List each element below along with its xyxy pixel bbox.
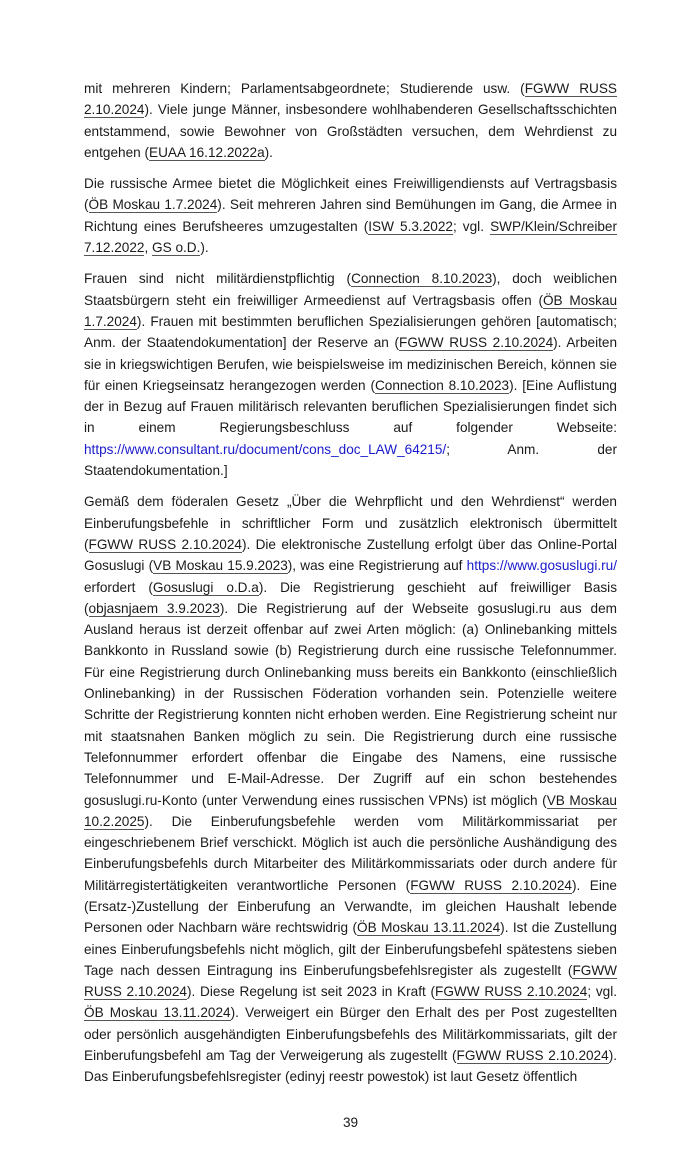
citation-link[interactable]: GS o.D. (152, 240, 201, 256)
body-text: ). Frauen mit bestimmten beruflichen Spezialisierungen gehören [automatisch; Anm. der Staatendokumentation] der Reserve an ( (84, 313, 617, 351)
citation-link[interactable]: FGWW RUSS 2.10.2024 (456, 1048, 609, 1064)
body-text: ). Die elektronische Zustellung erfolgt über das Online-Portal Gosuslugi ( (84, 536, 617, 574)
citation-link[interactable]: ÖB Moskau 1.7.2024 (84, 292, 617, 329)
citation-link[interactable]: ÖB Moskau 1.7.2024 (88, 197, 218, 213)
body-text: Die russische Armee bietet die Möglichkeit eines Freiwilligendiensts auf Vertragsbasis ( (84, 176, 617, 213)
paragraph (84, 78, 617, 163)
body-text: ). Seit mehreren Jahren sind Bemühungen im Gang, die Armee in Richtung eines Berufsheeres umzugestalten ( (84, 197, 617, 234)
document-body (84, 78, 617, 1088)
body-text: Frauen sind nicht militärdienstpflichtig ( (84, 271, 352, 287)
body-text: ), doch weiblichen Staatsbürgern steht ein freiwilliger Armeedienst auf Vertragsbasis offen ( (84, 271, 617, 308)
body-text: ). (264, 144, 273, 160)
citation-link[interactable]: Connection 8.10.2023 (351, 271, 493, 287)
body-text: ). Viele junge Männer, insbesondere wohlhabenderen Gesellschaftsschichten entstammend, sowie Bewohner von Großstädten versuchen, dem Wehrdienst zu entgehen ( (84, 102, 617, 160)
body-text: ). Arbeiten sie in kriegswichtigen Berufen, wie beispielsweise im medizinischen Bereich, können sie für einen Kriegseinsatz herangezogen werden ( (84, 335, 617, 393)
body-text: , (144, 240, 153, 256)
citation-link[interactable]: FGWW RUSS 2.10.2024 (84, 962, 617, 1000)
citation-link[interactable]: Gosuslugi o.D.a (152, 579, 259, 595)
citation-link[interactable]: VB Moskau 15.9.2023 (153, 558, 288, 574)
citation-link[interactable]: ISW 5.3.2022 (368, 218, 453, 234)
body-text: ). Das Einberufungsbefehlsregister (edinyj reestr powestok) ist laut Gesetz öffentlich (84, 1048, 617, 1085)
citation-link[interactable]: FGWW RUSS 2.10.2024 (435, 984, 588, 1000)
citation-link[interactable]: FGWW RUSS 2.10.2024 (84, 81, 617, 118)
body-text: Gemäß dem föderalen Gesetz „Über die Wehrpflicht und den Wehrdienst“ werden Einberufungsbefehle in schriftlicher Form und zusätzlich elektronisch übermittelt ( (84, 494, 617, 552)
citation-link[interactable]: Connection 8.10.2023 (374, 377, 510, 393)
body-text: ). Eine (Ersatz-)Zustellung der Einberufung an Verwandte, im gleichen Haushalt lebende Personen oder Nachbarn wäre rechtswidrig ( (84, 877, 617, 936)
citation-link[interactable]: EUAA 16.12.2022a (149, 144, 265, 160)
body-text: ). (200, 240, 209, 256)
citation-link[interactable]: VB Moskau 10.2.2025 (84, 792, 617, 829)
body-text: ). [Eine Auflistung der in Bezug auf Frauen militärisch relevanten beruflichen Spezialisierungen findet sich in einem Regierungsbeschluss auf folgender Webseite: (84, 377, 617, 436)
citation-link[interactable]: SWP/Klein/Schreiber 7.12.2022 (84, 218, 617, 256)
citation-link[interactable]: FGWW RUSS 2.10.2024 (410, 877, 572, 893)
body-text: ; vgl. (587, 984, 617, 1000)
body-text: ). Die Registrierung auf der Webseite gosuslugi.ru aus dem Ausland heraus ist derzeit offenbar auf zwei Arten möglich: (a) Onlinebanking mittels Bankkonto in Russland sowie (b) Registrierung durch eine russische Telefonnummer. Für eine Registrierung durch Onlinebanking muss bereits ein Bankkonto (einschließlich Onlinebanking) in der Russischen Föderation vorhanden sein. Potenzielle weitere Schritte der Registrierung konnten nicht erhoben werden. Eine Registrierung scheint nur mit staatsnahen Banken möglich zu sein. Die Registrierung durch eine russische Telefonnummer erfordert offenbar die Eingabe des Namens, eine russische Telefonnummer und E-Mail-Adresse. Der Zugriff auf ein schon bestehendes gosuslugi.ru-Konto (unter Verwendung eines russischen VPNs) ist möglich ( (84, 600, 617, 808)
body-text: ), was eine Registrierung auf (287, 558, 467, 574)
paragraph (84, 173, 617, 258)
body-text: ). Die Registrierung geschieht auf freiwilliger Basis ( (84, 579, 617, 616)
body-text: ). Die Einberufungsbefehle werden vom Militärkommissariat per eingeschriebenem Brief verschickt. Möglich ist auch die persönliche Aushändigung des Einberufungsbefehls durch Mitarbeiter des Militärkommissariats oder durch andere für Militärregistertätigkeiten verantwortliche Personen ( (84, 813, 617, 893)
citation-link[interactable]: FGWW RUSS 2.10.2024 (88, 536, 242, 552)
url-link[interactable]: https://www.gosuslugi.ru/ (466, 558, 617, 574)
paragraph (84, 491, 617, 1087)
body-text: mit mehreren Kindern; Parlamentsabgeordnete; Studierende usw. ( (84, 81, 525, 96)
body-text: ; vgl. (452, 218, 491, 234)
url-link[interactable]: https://www.consultant.ru/document/cons_doc_LAW_64215/ (84, 441, 447, 457)
body-text: ). Ist die Zustellung eines Einberufungsbefehls nicht möglich, gilt der Einberufungsbefehl spätestens sieben Tage nach dessen Eintragung ins Einberufungsbefehlsregister als zugestellt ( (84, 920, 617, 978)
body-text: ). Verweigert ein Bürger den Erhalt des per Post zugestellten oder persönlich ausgehändigten Einberufungsbefehls des Militärkommissariats, gilt der Einberufungsbefehl am Tag der Verweigerung als zugestellt ( (84, 1005, 617, 1064)
paragraph (84, 268, 617, 481)
citation-link[interactable]: ÖB Moskau 13.11.2024 (357, 920, 501, 936)
citation-link[interactable]: objasnjaem 3.9.2023 (88, 600, 220, 616)
body-text: erfordert ( (84, 579, 153, 595)
citation-link[interactable]: FGWW RUSS 2.10.2024 (399, 335, 554, 351)
body-text: ; Anm. der Staatendokumentation.] (84, 441, 617, 479)
body-text: ). Diese Regelung ist seit 2023 in Kraft ( (187, 984, 436, 1000)
page-number: 39 (342, 1114, 359, 1130)
citation-link[interactable]: ÖB Moskau 13.11.2024 (84, 1005, 231, 1021)
